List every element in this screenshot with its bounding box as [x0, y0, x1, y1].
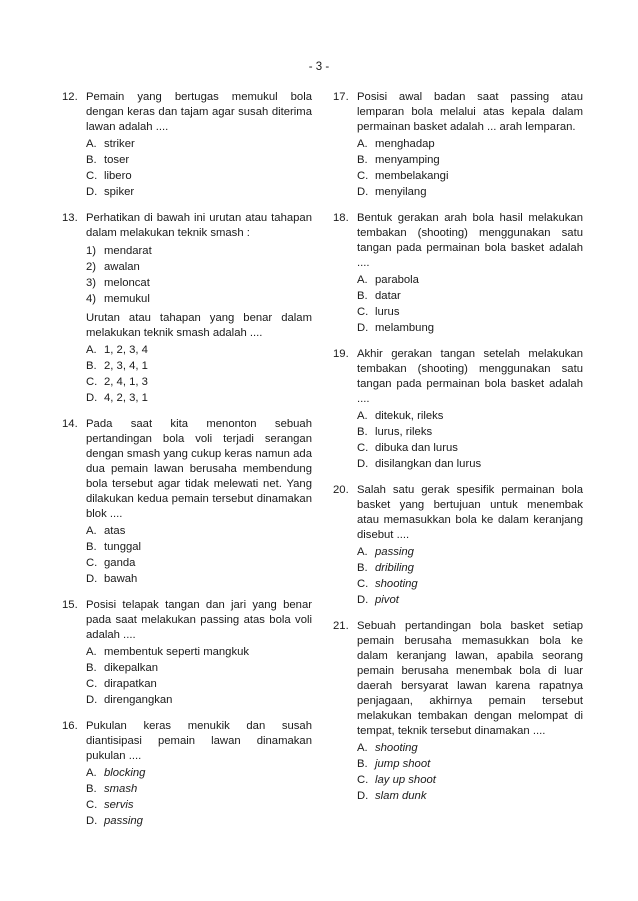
option-c [357, 773, 583, 788]
option-a [86, 645, 312, 660]
option-text: lay up shoot [375, 774, 436, 786]
option-label: A. [86, 344, 97, 356]
option-c [86, 677, 312, 692]
question-20 [333, 483, 583, 608]
option-b [357, 425, 583, 440]
question-number: 16. [62, 720, 78, 732]
option-c [357, 305, 583, 320]
question-text: Pemain yang bertugas memukul bola dengan keras dan tajam agar susah diterima lawan adalah .... [86, 91, 312, 133]
question-text: Sebuah pertandingan bola basket setiap pemain berusaha memasukkan bola ke dalam keranjang lawan, apabila seorang pemain berusaha menembak bola di luar daerah bersyarat lawan karena rapatnya penjagaan, akhirnya pemain tersebut melakukan tembakan dengan melompat di tempat, teknik tersebut dinamakan .... [357, 620, 583, 737]
question-number: 19. [333, 348, 349, 360]
option-label: A. [357, 742, 368, 754]
option-d [357, 185, 583, 200]
option-text: dibuka dan lurus [375, 442, 458, 454]
option-d [86, 391, 312, 406]
option-label: B. [86, 154, 97, 166]
option-b [86, 540, 312, 555]
option-text: dribiling [375, 562, 414, 574]
question-18 [333, 211, 583, 336]
option-list [357, 545, 583, 608]
question-text: Posisi telapak tangan dan jari yang benar pada saat melakukan passing atas bola voli adalah .... [86, 599, 312, 641]
option-d [86, 572, 312, 587]
option-b [357, 289, 583, 304]
question-text: Bentuk gerakan arah bola hasil melakukan tembakan (shooting) menggunakan satu tangan pada permainan bola basket adalah .... [357, 212, 583, 269]
option-label: A. [86, 767, 97, 779]
option-text: passing [375, 546, 414, 558]
option-d [86, 185, 312, 200]
option-label: B. [357, 290, 368, 302]
question-text: Pada saat kita menonton sebuah pertandingan bola voli terjadi serangan dengan smash yang cukup keras namun ada dua pemain lawan berusaha membendung bola tersebut agar tidak melewati net. Yang dilakukan kedua pemain tersebut dinamakan blok .... [86, 418, 312, 520]
option-text: spiker [104, 186, 135, 198]
sequence-list [86, 244, 312, 307]
option-label: D. [357, 594, 369, 606]
option-c [357, 169, 583, 184]
option-list [357, 273, 583, 336]
page-number: - 3 - [308, 61, 330, 73]
question-number: 12. [62, 91, 78, 103]
sequence-label: 1) [86, 245, 97, 257]
right-column [333, 90, 583, 815]
question-number: 14. [62, 418, 78, 430]
option-a [86, 766, 312, 781]
option-label: D. [86, 392, 98, 404]
question-text: Akhir gerakan tangan setelah melakukan tembakan (shooting) menggunakan satu tangan pada permainan bola basket adalah .... [357, 348, 583, 405]
option-label: C. [357, 442, 369, 454]
option-text: 2, 3, 4, 1 [104, 360, 148, 372]
option-d [86, 814, 312, 829]
option-label: A. [86, 525, 97, 537]
option-d [357, 457, 583, 472]
option-label: D. [86, 815, 98, 827]
option-c [86, 798, 312, 813]
option-text: menyilang [375, 186, 427, 198]
question-12 [62, 90, 312, 200]
option-c [86, 169, 312, 184]
option-a [357, 741, 583, 756]
option-text: bawah [104, 573, 138, 585]
option-a [357, 137, 583, 152]
option-text: jump shoot [375, 758, 431, 770]
question-prompt: Urutan atau tahapan yang benar dalam melakukan teknik smash adalah .... [86, 312, 312, 339]
option-label: B. [357, 562, 368, 574]
option-a [357, 409, 583, 424]
question-text: Pukulan keras menukik dan susah diantisipasi pemain lawan dinamakan pukulan .... [86, 720, 312, 762]
option-list [86, 766, 312, 829]
option-list [357, 137, 583, 200]
question-number: 17. [333, 91, 349, 103]
option-c [86, 375, 312, 390]
question-21 [333, 619, 583, 804]
option-label: B. [86, 662, 97, 674]
option-text: dikepalkan [104, 662, 159, 674]
sequence-item [86, 276, 312, 291]
sequence-label: 2) [86, 261, 97, 273]
question-14 [62, 417, 312, 587]
option-text: parabola [375, 274, 419, 286]
option-text: libero [104, 170, 132, 182]
option-b [357, 561, 583, 576]
option-list [86, 645, 312, 708]
option-text: pivot [375, 594, 399, 606]
question-number: 18. [333, 212, 349, 224]
option-label: A. [357, 546, 368, 558]
sequence-item [86, 292, 312, 307]
question-number: 20. [333, 484, 349, 496]
option-text: 2, 4, 1, 3 [104, 376, 148, 388]
option-label: A. [357, 274, 368, 286]
option-list [357, 409, 583, 472]
option-text: ganda [104, 557, 136, 569]
option-text: ditekuk, rileks [375, 410, 444, 422]
option-list [86, 343, 312, 406]
option-d [357, 321, 583, 336]
option-text: blocking [104, 767, 146, 779]
option-c [86, 556, 312, 571]
option-label: D. [357, 790, 369, 802]
option-b [86, 153, 312, 168]
option-text: servis [104, 799, 134, 811]
option-b [86, 782, 312, 797]
question-19 [333, 347, 583, 472]
option-label: B. [86, 783, 97, 795]
option-a [357, 273, 583, 288]
option-label: C. [357, 306, 369, 318]
option-text: toser [104, 154, 130, 166]
option-text: striker [104, 138, 135, 150]
option-a [86, 343, 312, 358]
option-d [357, 593, 583, 608]
option-text: 4, 2, 3, 1 [104, 392, 148, 404]
option-label: C. [357, 170, 369, 182]
option-label: A. [86, 646, 97, 658]
option-text: datar [375, 290, 401, 302]
question-text: Perhatikan di bawah ini urutan atau tahapan dalam melakukan teknik smash : [86, 212, 312, 239]
option-label: B. [357, 154, 368, 166]
option-text: slam dunk [375, 790, 427, 802]
option-d [86, 693, 312, 708]
sequence-item [86, 260, 312, 275]
option-label: D. [357, 186, 369, 198]
sequence-text: mendarat [104, 245, 152, 257]
option-label: D. [86, 573, 98, 585]
option-c [357, 577, 583, 592]
option-text: 1, 2, 3, 4 [104, 344, 148, 356]
option-text: lurus, rileks [375, 426, 433, 438]
sequence-text: memukul [104, 293, 150, 305]
option-text: melambung [375, 322, 435, 334]
option-label: D. [86, 186, 98, 198]
option-text: passing [104, 815, 143, 827]
option-label: C. [86, 376, 98, 388]
left-column [62, 90, 312, 840]
option-text: menyamping [375, 154, 440, 166]
question-17 [333, 90, 583, 200]
question-number: 21. [333, 620, 349, 632]
option-label: A. [357, 138, 368, 150]
sequence-label: 3) [86, 277, 97, 289]
option-b [86, 661, 312, 676]
option-text: smash [104, 783, 138, 795]
option-b [357, 153, 583, 168]
option-a [86, 137, 312, 152]
option-label: B. [86, 541, 97, 553]
option-label: D. [357, 322, 369, 334]
option-list [86, 524, 312, 587]
question-number: 13. [62, 212, 78, 224]
question-15 [62, 598, 312, 708]
sequence-label: 4) [86, 293, 97, 305]
option-label: C. [86, 170, 98, 182]
option-label: D. [357, 458, 369, 470]
option-list [86, 137, 312, 200]
option-label: D. [86, 694, 98, 706]
option-a [357, 545, 583, 560]
option-text: tunggal [104, 541, 142, 553]
option-text: dirapatkan [104, 678, 157, 690]
option-label: C. [86, 557, 98, 569]
sequence-text: awalan [104, 261, 140, 273]
question-text: Salah satu gerak spesifik permainan bola basket yang bertujuan untuk menembak atau memasukkan bola ke dalam keranjang disebut .... [357, 484, 583, 541]
sequence-text: meloncat [104, 277, 150, 289]
option-d [357, 789, 583, 804]
option-label: C. [357, 774, 369, 786]
option-c [357, 441, 583, 456]
question-number: 15. [62, 599, 78, 611]
option-text: atas [104, 525, 126, 537]
option-label: C. [86, 799, 98, 811]
sequence-item [86, 244, 312, 259]
option-text: shooting [375, 578, 418, 590]
option-label: B. [357, 758, 368, 770]
option-label: B. [86, 360, 97, 372]
option-text: shooting [375, 742, 418, 754]
option-text: disilangkan dan lurus [375, 458, 482, 470]
option-text: direngangkan [104, 694, 173, 706]
question-16 [62, 719, 312, 829]
option-text: menghadap [375, 138, 435, 150]
option-a [86, 524, 312, 539]
option-list [357, 741, 583, 804]
option-text: membelakangi [375, 170, 449, 182]
option-label: C. [86, 678, 98, 690]
option-label: A. [86, 138, 97, 150]
option-b [86, 359, 312, 374]
option-label: A. [357, 410, 368, 422]
question-13 [62, 211, 312, 406]
option-text: membentuk seperti mangkuk [104, 646, 250, 658]
option-b [357, 757, 583, 772]
option-text: lurus [375, 306, 400, 318]
option-label: C. [357, 578, 369, 590]
option-label: B. [357, 426, 368, 438]
question-text: Posisi awal badan saat passing atau lemparan bola melalui atas kepala dalam permainan basket adalah ... arah lemparan. [357, 91, 583, 133]
